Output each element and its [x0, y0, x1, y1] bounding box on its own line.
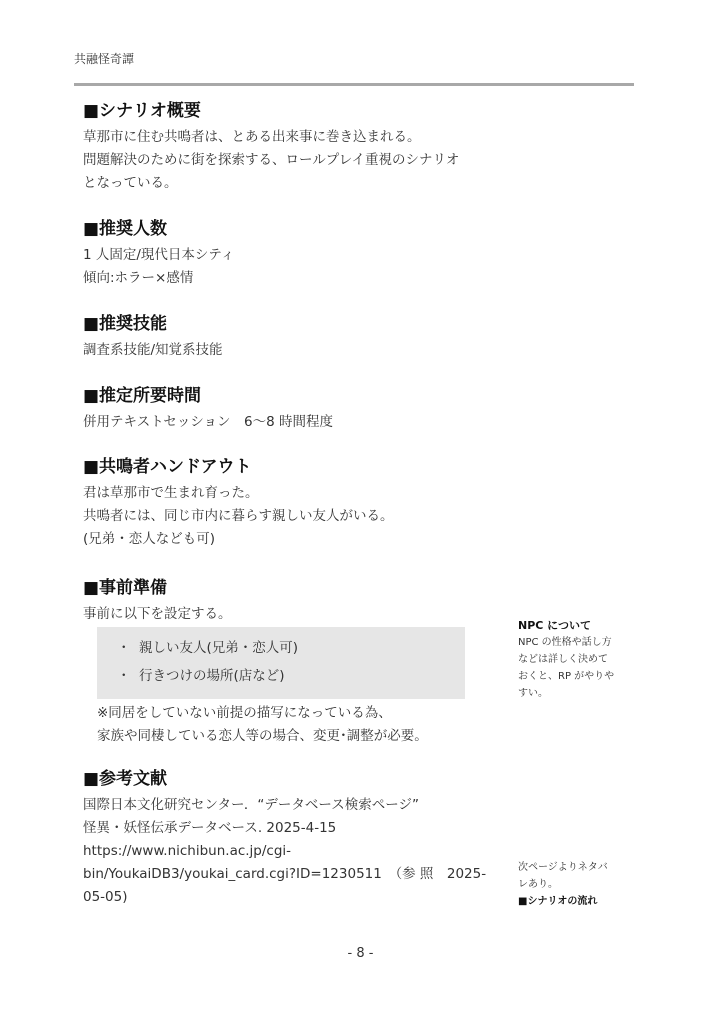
- page-number: - 8 -: [347, 946, 374, 961]
- reference-url-line: https://www.nichibun.ac.jp/cgi-: [83, 843, 292, 859]
- time-line: 併用テキストセッション 6〜8 時間程度: [83, 414, 334, 430]
- section-skills: [83, 312, 223, 362]
- preparation-item-text: 親しい友人(兄弟・恋人可): [139, 640, 299, 656]
- section-heading: ■推定所要時間: [83, 386, 202, 406]
- section-handout: [83, 455, 394, 551]
- spoiler-note-line: レあり。: [518, 879, 558, 890]
- preparation-box: [97, 627, 465, 699]
- spoiler-note-line: 次ページよりネタバ: [518, 862, 608, 873]
- handout-line: 共鳴者には、同じ市内に暮らす親しい友人がいる。: [83, 508, 394, 524]
- overview-line: 草那市に住む共鳴者は、とある出来事に巻き込まれる。: [83, 129, 421, 145]
- section-heading: ■事前準備: [83, 578, 168, 598]
- handout-line: (兄弟・恋人なども可): [83, 531, 216, 547]
- section-heading: ■推奨技能: [83, 314, 168, 334]
- npc-note-line: などは詳しく決めて: [518, 654, 608, 665]
- preparation-intro: 事前に以下を設定する。: [83, 606, 232, 622]
- overview-line: となっている。: [83, 175, 178, 191]
- overview-line: 問題解決のために街を探索する、ロールプレイ重視のシナリオ: [83, 152, 460, 168]
- header-divider: [74, 83, 634, 86]
- reference-url-line: bin/YoukaiDB3/youkai_card.cgi?ID=1230511 （参 照 2025-: [83, 866, 487, 882]
- preparation-note: 家族や同棲している恋人等の場合、変更･調整が必要。: [97, 728, 428, 744]
- handout-line: 君は草那市で生まれ育った。: [83, 485, 259, 501]
- npc-note-line: NPC の性格や話し方: [518, 637, 612, 648]
- npc-note-line: おくと、RP がやりや: [518, 671, 615, 682]
- sidebar-npc-note: [518, 617, 628, 702]
- section-players: [83, 217, 234, 290]
- next-section-label: ■シナリオの流れ: [518, 896, 598, 907]
- bullet-point: ・: [117, 640, 131, 656]
- preparation-item: [117, 666, 285, 686]
- preparation-item: [117, 638, 298, 658]
- players-line: 傾向:ホラー×感情: [83, 270, 194, 286]
- reference-line: 国際日本文化研究センター．“データベース検索ページ”: [83, 797, 419, 813]
- players-line: 1 人固定/現代日本シティ: [83, 247, 235, 263]
- reference-line: 怪異・妖怪伝承データベース. 2025-4-15: [83, 820, 337, 836]
- skills-line: 調査系技能/知覚系技能: [83, 342, 223, 358]
- npc-note-line: すい。: [518, 688, 548, 699]
- sidebar-spoiler-note: [518, 859, 628, 910]
- section-heading: ■参考文献: [83, 769, 168, 789]
- preparation-note: ※同居をしていない前提の描写になっている為、: [97, 705, 392, 721]
- section-heading: ■共鳴者ハンドアウト: [83, 457, 252, 477]
- section-heading: ■推奨人数: [83, 219, 168, 239]
- preparation-item-text: 行きつけの場所(店など): [139, 668, 285, 684]
- section-overview: [83, 99, 459, 195]
- section-references: [83, 767, 486, 909]
- document-header-title: 共融怪奇譚: [74, 52, 135, 66]
- section-heading: ■シナリオ概要: [83, 101, 201, 121]
- bullet-point: ・: [117, 668, 131, 684]
- npc-note-title: NPC について: [518, 619, 591, 632]
- reference-line: 05-05): [83, 889, 128, 905]
- section-time: [83, 384, 333, 434]
- section-preparation: [83, 576, 503, 746]
